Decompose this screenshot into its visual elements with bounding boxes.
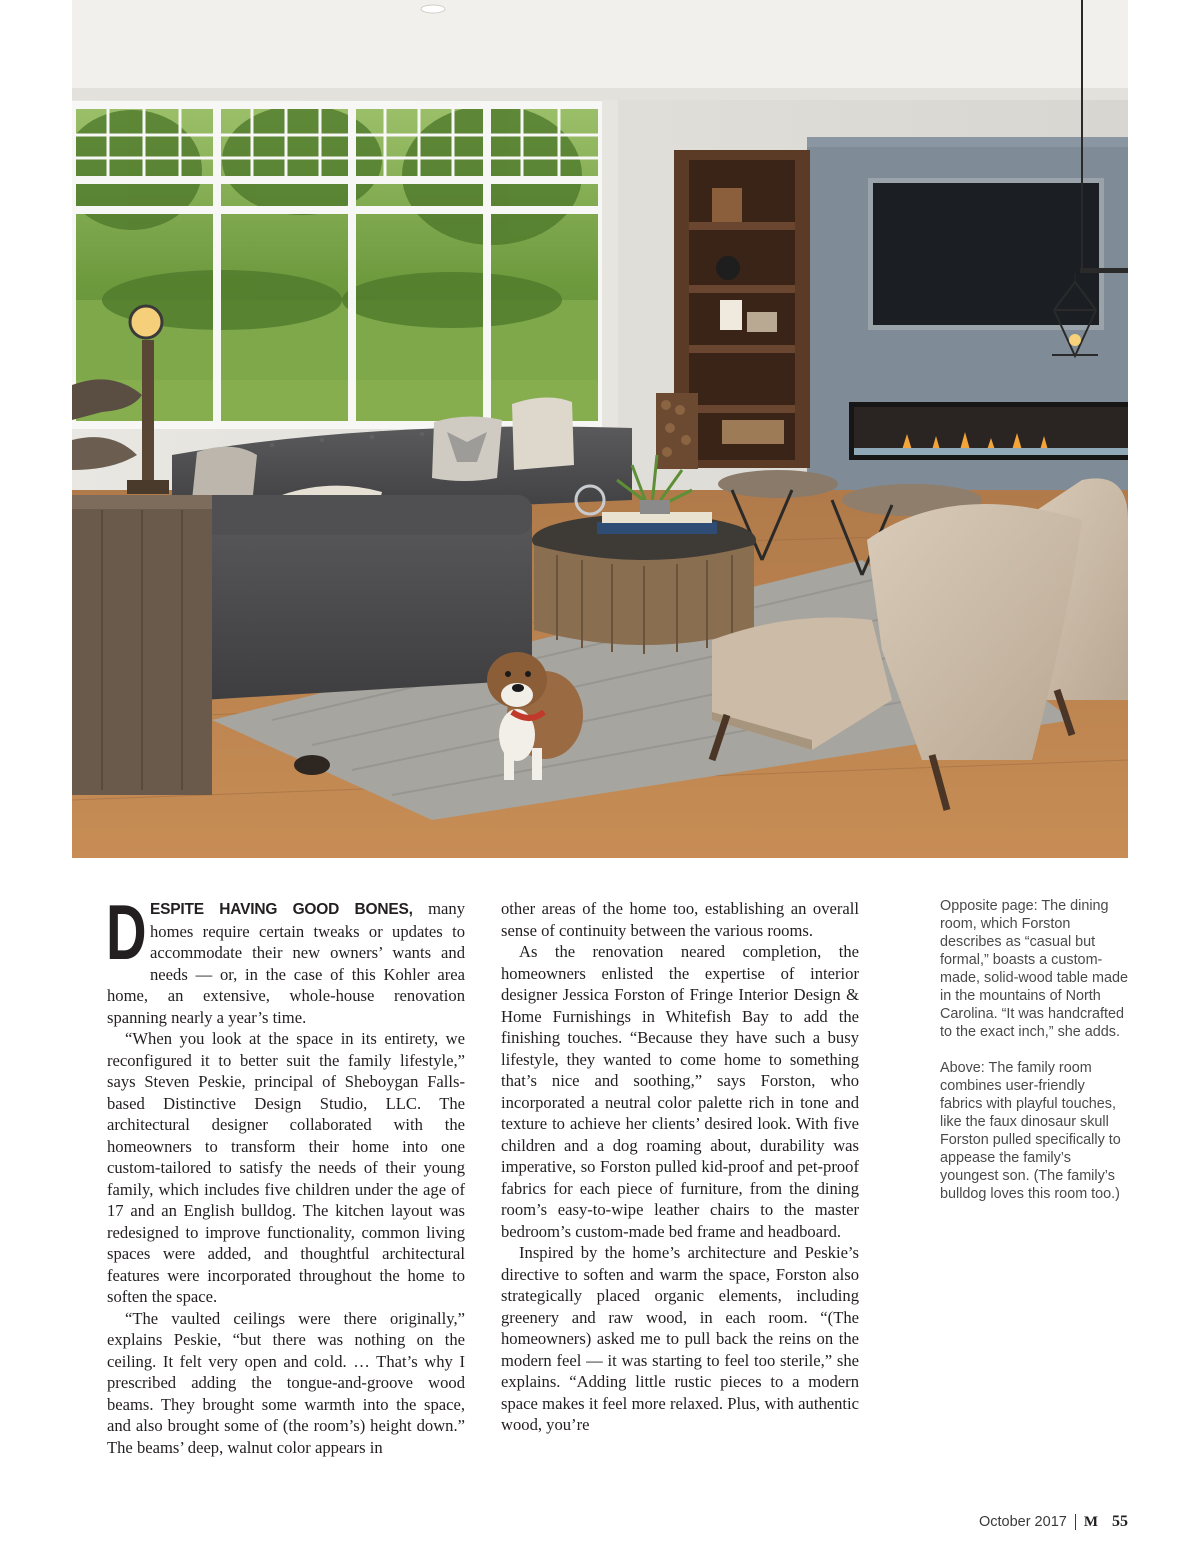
page-folio — [979, 1513, 1128, 1531]
article-paragraph: “When you look at the space in its entirety, we reconfigured it to better suit the family lifestyle,” says Steven Peskie, principal of Sheboygan Falls-based Distinctive Design Studio, LLC. The architectural designer collaborated with the homeowners to transform their home into one custom-tailored to satisfy the needs of their young family, which includes five children under the age of 17 and an English bulldog. The kitchen layout was redesigned to improve functionality, common living spaces were added, and thoughtful architectural features were incorporated throughout the home to soften the space. — [107, 1029, 465, 1306]
caption-opposite-page: Opposite page: The dining room, which Forston describes as “casual but formal,” boasts a custom-made, solid-wood table made in the mountains of North Carolina. “It was handcrafted to the exact inch,” she adds. — [940, 898, 1128, 1040]
article-column-1 — [106, 888, 466, 1458]
article-paragraph — [106, 888, 466, 1028]
family-room-photo — [72, 0, 1128, 858]
page-number: 55 — [1112, 1513, 1128, 1530]
article-paragraph: Inspired by the home’s architecture and Peskie’s directive to soften and warm the space, Forston also strategically placed organic elements, including greenery and raw wood, in each room. “(The homeowners) asked me to pull back the reins on the modern feel — it was starting to feel too sterile,” she explains. “Adding little rustic pieces to a modern space makes it feel more relaxed. Plus, with authentic wood, you’re — [501, 1243, 859, 1434]
article-column-2 — [501, 898, 859, 1436]
caption-above: Above: The family room combines user-friendly fabrics with playful touches, like the faux dinosaur skull Forston pulled specifically to appease the family’s youngest son. (The family’s bulldog loves this room too.) — [940, 1060, 1121, 1202]
folio-divider — [1075, 1514, 1076, 1530]
paragraph-text: many homes require certain tweaks or updates to accommodate their new owners’ wants and needs — or, in the case of this Kohler area home, an extensive, whole-house renovation spanning nearly a year’s time. — [107, 899, 466, 1027]
article-paragraph: other areas of the home too, establishing an overall sense of continuity between the various rooms. — [501, 899, 859, 940]
family-room-illustration — [72, 0, 1128, 858]
photo-captions — [940, 897, 1128, 1221]
article-paragraph: As the renovation neared completion, the homeowners enlisted the expertise of interior designer Jessica Forston of Fringe Interior Design & Home Furnishings in Whitefish Bay to add the finishing touches. “Because they have such a busy lifestyle, they wanted to come home to something that’s nice and soothing,” says Forston, who incorporated a neutral color palette rich in tone and texture to achieve her clients’ desired look. With five children and a dog roaming about, durability was imperative, so Forston pulled kid-proof and pet-proof fabrics for each piece of furniture, from the dining room’s easy-to-wipe leather chairs to the master bedroom’s custom-made bed frame and headboard. — [501, 942, 859, 1241]
lead-in: ESPITE HAVING GOOD BONES, — [150, 901, 413, 918]
article-paragraph: “The vaulted ceilings were there originally,” explains Peskie, “but there was nothing on the ceiling. It felt very open and cold. … That’s why I prescribed adding the tongue-and-groove wood beams. They brought some warmth into the space, and also brought some of (the room’s) height down.” The beams’ deep, walnut color appears in — [107, 1308, 465, 1457]
drop-cap: D — [106, 888, 147, 976]
issue-date: October 2017 — [978, 1514, 1067, 1530]
magazine-logo: M — [1083, 1513, 1098, 1530]
